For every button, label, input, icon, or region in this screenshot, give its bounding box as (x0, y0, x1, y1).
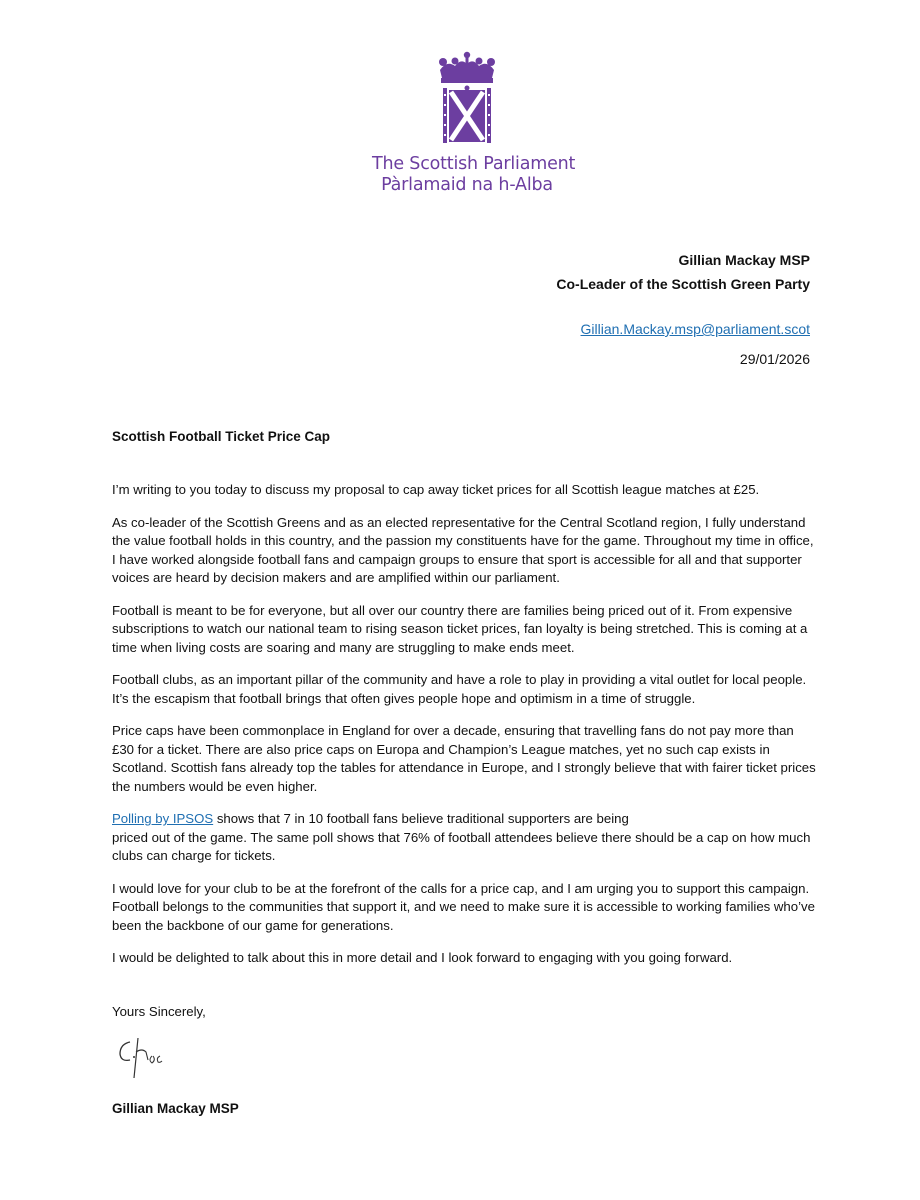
polling-text-line1: shows that 7 in 10 football fans believe traditional supporters are being (213, 811, 629, 826)
polling-text-rest: priced out of the game. The same poll shows that 76% of football attendees believe there should be a cap on how much clubs can charge for tickets. (112, 829, 811, 863)
letter-body (112, 481, 817, 982)
paragraph-call-to-action: I would love for your club to be at the forefront of the calls for a price cap, and I am urging you to support this campaign. Football belongs to the communities that support it, and we need to make sure it is accessible to working families who’ve been the backbone of our game for generations. (112, 880, 815, 933)
sender-email-link[interactable]: Gillian.Mackay.msp@parliament.scot (580, 321, 810, 337)
sender-name: Gillian Mackay MSP (678, 252, 810, 268)
logo-text-gaelic: Pàrlamaid na h-Alba (381, 175, 553, 195)
paragraph-polling (112, 810, 817, 866)
handwritten-signature (112, 1030, 172, 1090)
logo-text-english: The Scottish Parliament (372, 154, 576, 174)
letter-date: 29/01/2026 (739, 351, 810, 367)
scottish-parliament-logo (372, 48, 576, 196)
paragraph-clubs: Football clubs, as an important pillar of the community and have a role to play in providing a vital outlet for local people. It’s the escapism that football brings that often gives people hope and optimism in a time of struggle. (112, 672, 807, 706)
letter-subject: Scottish Football Ticket Price Cap (112, 429, 331, 444)
paragraph-intro: I’m writing to you today to discuss my proposal to cap away ticket prices for all Scottish league matches at £25. (112, 482, 760, 497)
paragraph-price-caps: Price caps have been commonplace in England for over a decade, ensuring that travelling fans do not pay more than £30 for a ticket. There are also price caps on Europa and Champion’s League matches, yet no such cap exists in Scotland. Scottish fans already top the tables for attendance in Europe, and I strongly believe that with fairer ticket prices the numbers would be even higher. (112, 723, 816, 794)
paragraph-families: Football is meant to be for everyone, but all over our country there are families being priced out of it. From expensive subscriptions to watch our national team to rising season ticket prices, fan loyalty is being stretched. This is coming at a time when living costs are soaring and many are struggling to make ends meet. (112, 602, 808, 655)
paragraph-closing-remarks: I would be delighted to talk about this in more detail and I look forward to engaging with you going forward. (112, 950, 733, 965)
sender-block (556, 248, 810, 370)
paragraph-background: As co-leader of the Scottish Greens and as an elected representative for the Central Scotland region, I fully understand the value football holds in this country, and the passion my constituents have for the game. Throughout my time in office, I have worked alongside football fans and campaign groups to ensure that sport is accessible for all and that supporter voices are heard by decision makers and are amplified within our parliament. (112, 514, 814, 585)
closing-salutation: Yours Sincerely, (112, 1004, 206, 1019)
ipsos-polling-link[interactable]: Polling by IPSOS (112, 811, 214, 826)
sender-role: Co-Leader of the Scottish Green Party (556, 276, 810, 292)
parliament-crown-emblem-icon (431, 48, 503, 148)
signoff-name: Gillian Mackay MSP (112, 1101, 239, 1116)
